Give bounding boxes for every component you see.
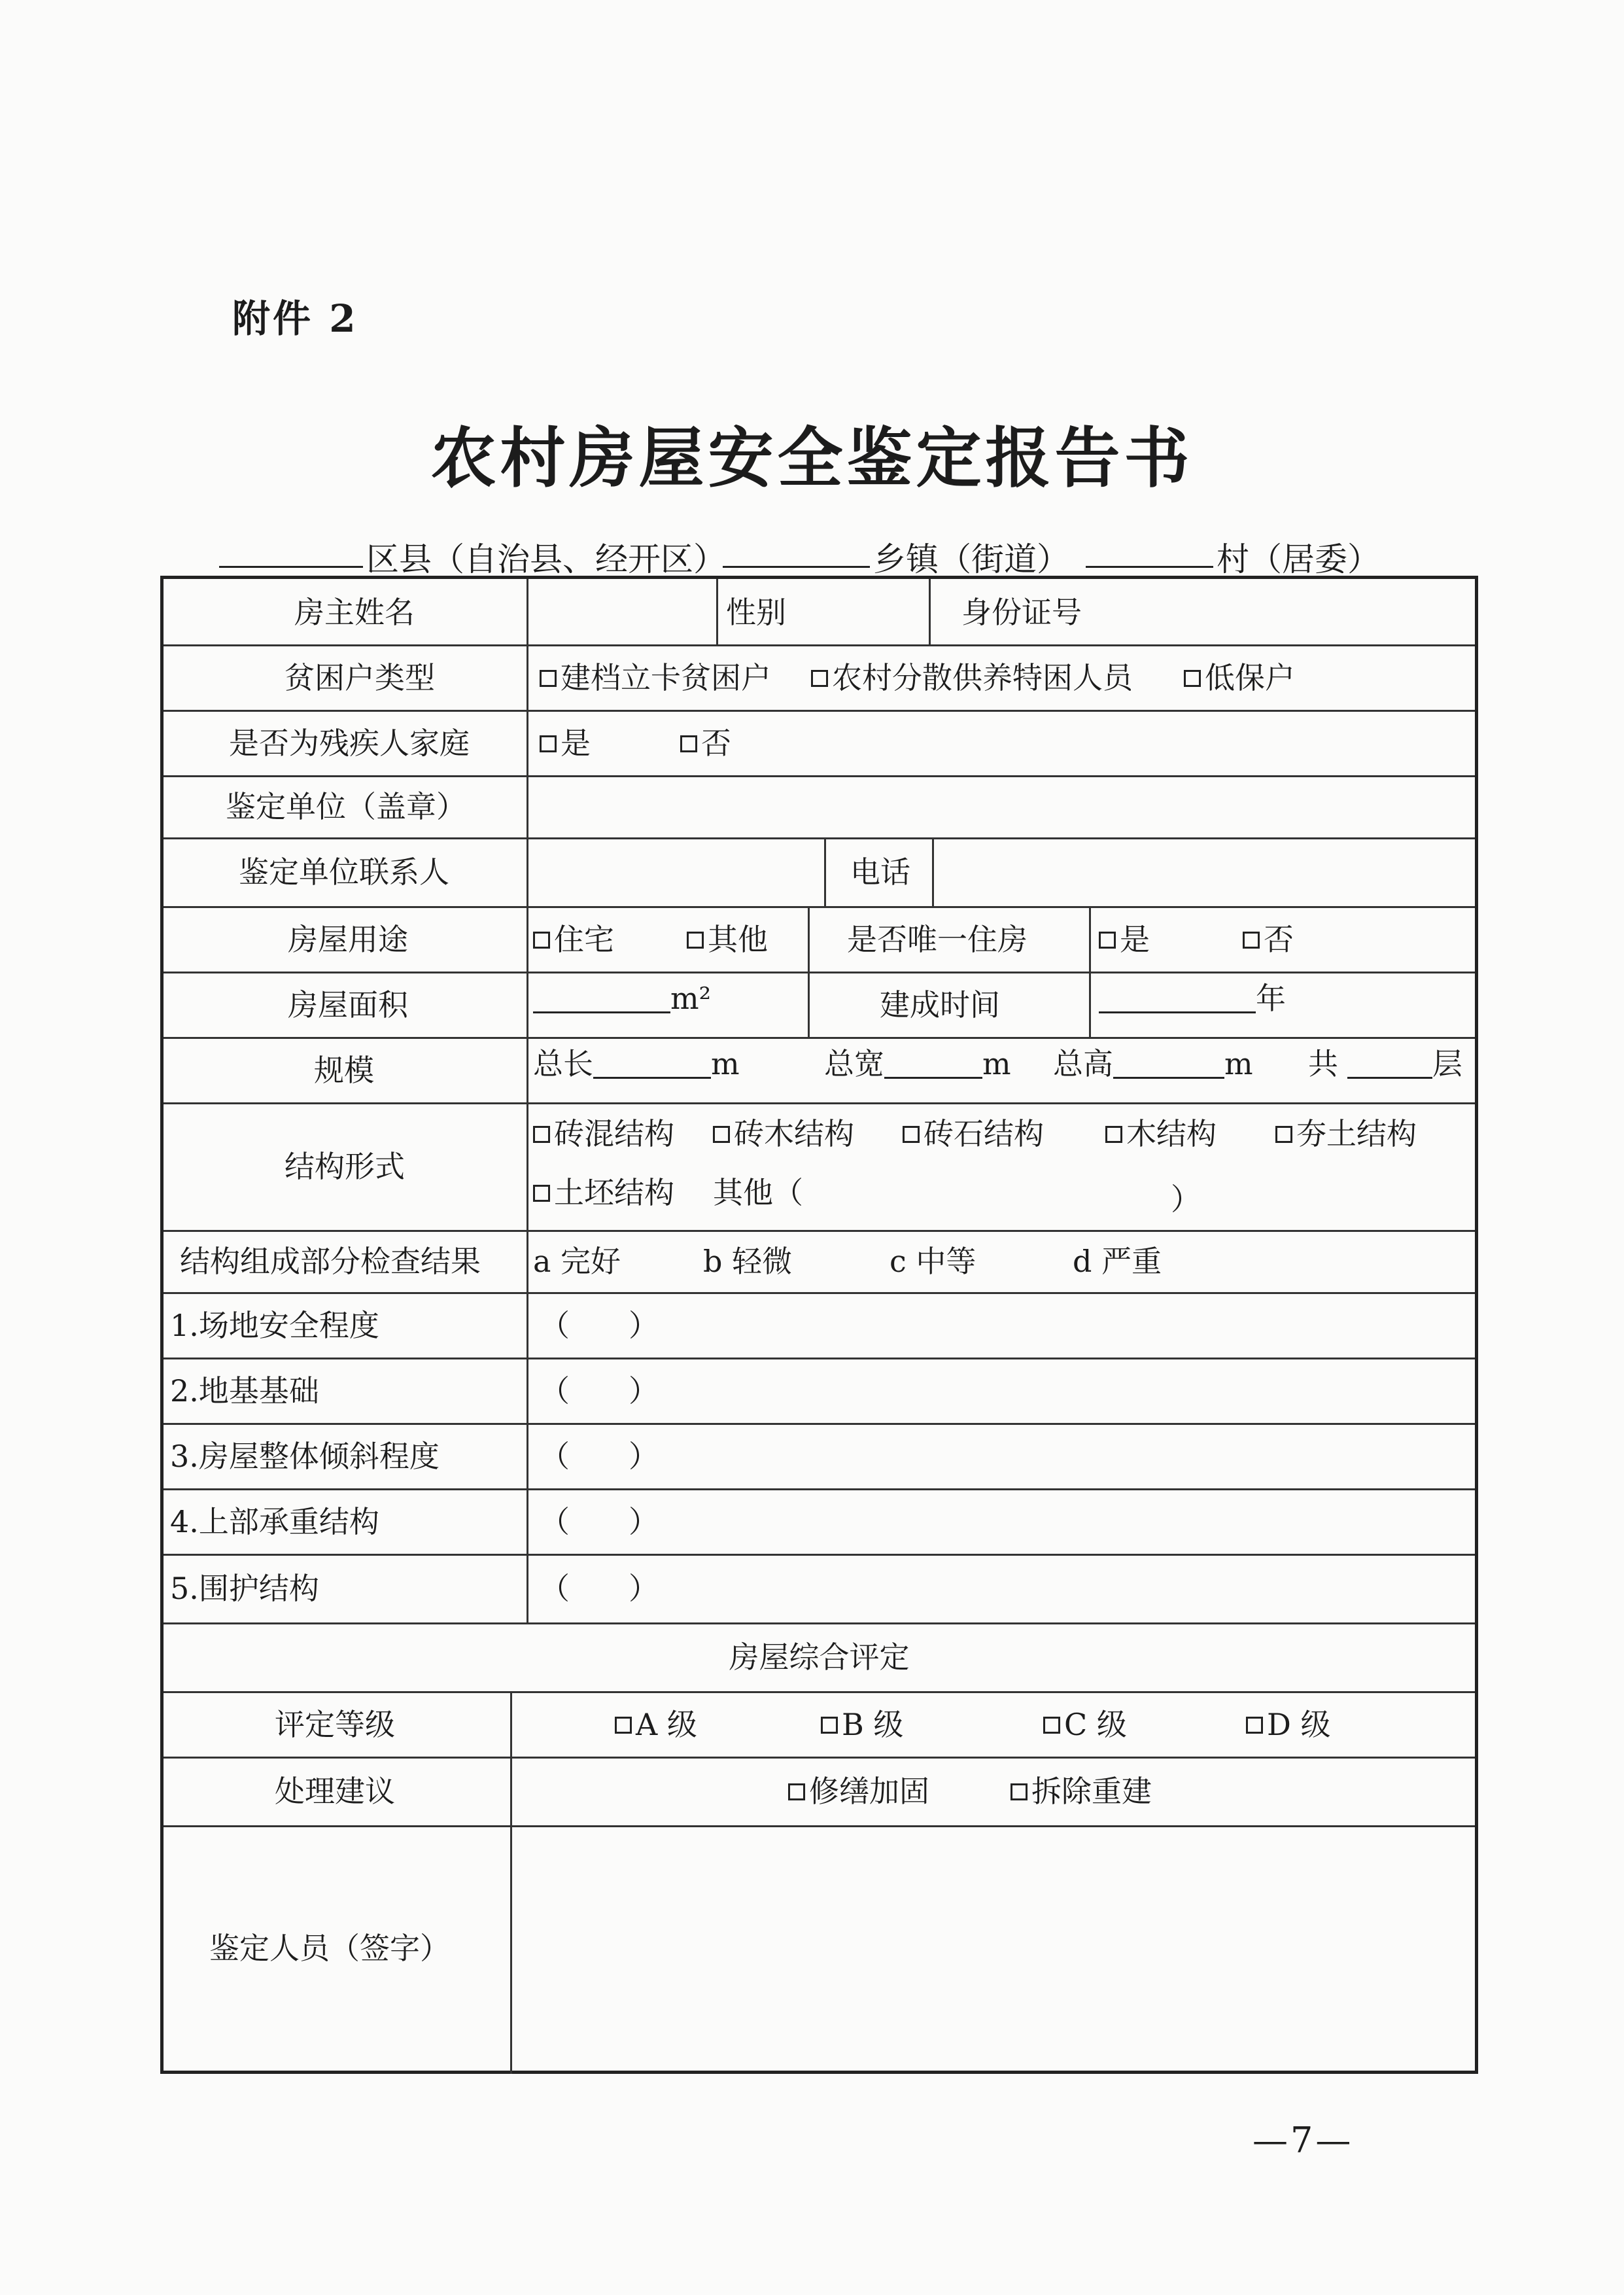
level-d-option[interactable]: D 级	[1246, 1709, 1331, 1740]
structure-other-close: ）	[1171, 1182, 1201, 1217]
disabled-yes-option[interactable]: 是	[540, 728, 591, 758]
grade-c: c 中等	[890, 1244, 976, 1279]
inspection-item-load-bearing: 4.上部承重结构	[170, 1504, 379, 1539]
level-c-option[interactable]: C 级	[1043, 1709, 1127, 1740]
inspection-item-tilt: 3.房屋整体倾斜程度	[170, 1439, 440, 1474]
unit-contact-label: 鉴定单位联系人	[239, 854, 449, 890]
appraisal-unit-label: 鉴定单位（盖章）	[226, 789, 466, 824]
checkbox-icon[interactable]	[1011, 1783, 1028, 1800]
checkbox-icon[interactable]	[1105, 1126, 1122, 1143]
phone-field[interactable]	[939, 844, 1468, 900]
structure-other-field[interactable]	[811, 1171, 1164, 1210]
phone-label: 电话	[850, 854, 910, 890]
level-b-option[interactable]: B 级	[821, 1709, 903, 1740]
appraisal-unit-field[interactable]	[533, 779, 1468, 834]
village-blank[interactable]	[1086, 533, 1213, 568]
rating-level-label: 评定等级	[275, 1707, 395, 1742]
checkbox-icon[interactable]	[533, 1185, 550, 1202]
only-house-label: 是否唯一住房	[847, 922, 1028, 957]
total-height-field[interactable]: 总高 m	[1053, 1046, 1253, 1081]
appraisal-form-table	[160, 576, 1478, 2074]
appraisers-signature-field[interactable]	[520, 1832, 1472, 2067]
poverty-option-minimum[interactable]: 低保户	[1184, 663, 1295, 693]
level-a-option[interactable]: A 级	[615, 1709, 697, 1740]
checkbox-icon[interactable]	[788, 1783, 805, 1800]
town-label: 乡镇（街道）	[873, 540, 1069, 578]
structure-adobe[interactable]: 土坯结构	[533, 1178, 674, 1208]
house-area-label: 房屋面积	[288, 987, 408, 1023]
inspection-item-foundation: 2.地基基础	[170, 1373, 319, 1409]
house-use-label: 房屋用途	[288, 922, 408, 957]
structure-wood[interactable]: 木结构	[1105, 1119, 1217, 1149]
structure-other-open: 其他（	[713, 1175, 803, 1210]
scale-label: 规模	[314, 1053, 374, 1088]
checkbox-icon[interactable]	[680, 735, 697, 752]
county-blank[interactable]	[219, 533, 363, 568]
inspection-item-enclosure: 5.围护结构	[170, 1571, 319, 1606]
owner-name-label: 房主姓名	[294, 595, 415, 630]
county-label: 区县（自治县、经开区）	[366, 540, 726, 578]
village-label: 村（居委）	[1217, 540, 1380, 578]
handling-demolish-option[interactable]: 拆除重建	[1011, 1776, 1152, 1806]
structure-brick-concrete[interactable]: 砖混结构	[533, 1119, 674, 1149]
checkbox-icon[interactable]	[615, 1717, 632, 1734]
tilt-grade-field[interactable]: （ ）	[540, 1439, 659, 1474]
checkbox-icon[interactable]	[1243, 932, 1260, 949]
checkbox-icon[interactable]	[533, 1126, 550, 1143]
use-residence-option[interactable]: 住宅	[533, 924, 614, 955]
structure-brick-stone[interactable]: 砖石结构	[903, 1119, 1044, 1149]
checkbox-icon[interactable]	[811, 670, 828, 687]
build-time-field[interactable]: 年	[1099, 983, 1286, 1013]
checkbox-icon[interactable]	[540, 735, 557, 752]
town-blank[interactable]	[723, 533, 870, 568]
id-number-label: 身份证号	[961, 595, 1082, 630]
only-house-no-option[interactable]: 否	[1243, 924, 1294, 955]
checkbox-icon[interactable]	[713, 1126, 730, 1143]
appraisers-signature-label: 鉴定人员（签字）	[209, 1931, 450, 1966]
disabled-family-label: 是否为残疾人家庭	[229, 726, 470, 761]
inspection-item-site: 1.场地安全程度	[170, 1308, 379, 1343]
inspection-result-label: 结构组成部分检查结果	[180, 1244, 481, 1279]
unit-contact-field[interactable]	[533, 844, 818, 900]
only-house-yes-option[interactable]: 是	[1099, 924, 1150, 955]
poverty-option-registered[interactable]: 建档立卡贫困户	[540, 663, 771, 693]
handling-label: 处理建议	[275, 1774, 395, 1809]
house-area-field[interactable]: m²	[533, 983, 711, 1013]
build-time-label: 建成时间	[880, 987, 1000, 1023]
foundation-grade-field[interactable]: （ ）	[540, 1373, 659, 1409]
document-title: 农村房屋安全鉴定报告书	[430, 419, 1194, 497]
disabled-no-option[interactable]: 否	[680, 728, 731, 758]
checkbox-icon[interactable]	[1099, 932, 1116, 949]
checkbox-icon[interactable]	[687, 932, 704, 949]
checkbox-icon[interactable]	[903, 1126, 920, 1143]
structure-brick-wood[interactable]: 砖木结构	[713, 1119, 854, 1149]
grade-d: d 严重	[1073, 1244, 1162, 1279]
total-floors-field[interactable]: 共 层	[1308, 1046, 1462, 1081]
structure-rammed-earth[interactable]: 夯土结构	[1275, 1119, 1417, 1149]
poverty-type-label: 贫困户类型	[285, 660, 435, 695]
gender-label: 性别	[726, 595, 786, 630]
grade-b: b 轻微	[703, 1244, 793, 1279]
handling-repair-option[interactable]: 修缮加固	[788, 1776, 929, 1806]
grade-a: a 完好	[533, 1244, 621, 1279]
overall-evaluation-heading: 房屋综合评定	[729, 1639, 910, 1675]
structure-form-label: 结构形式	[285, 1149, 405, 1184]
total-length-field[interactable]: 总长 m	[533, 1046, 740, 1081]
site-grade-field[interactable]: （ ）	[540, 1308, 659, 1343]
poverty-option-dispersed[interactable]: 农村分散供养特困人员	[811, 663, 1133, 693]
checkbox-icon[interactable]	[540, 670, 557, 687]
total-width-field[interactable]: 总宽 m	[824, 1046, 1011, 1081]
gender-field[interactable]	[811, 586, 922, 638]
load-bearing-grade-field[interactable]: （ ）	[540, 1504, 659, 1539]
checkbox-icon[interactable]	[533, 932, 550, 949]
use-other-option[interactable]: 其他	[687, 924, 768, 955]
id-number-field[interactable]	[1092, 586, 1472, 638]
owner-name-field[interactable]	[533, 586, 713, 638]
checkbox-icon[interactable]	[1275, 1126, 1292, 1143]
checkbox-icon[interactable]	[1246, 1717, 1263, 1734]
annex-label: 附件 2	[232, 296, 358, 341]
checkbox-icon[interactable]	[1184, 670, 1201, 687]
enclosure-grade-field[interactable]: （ ）	[540, 1571, 659, 1606]
checkbox-icon[interactable]	[821, 1717, 838, 1734]
checkbox-icon[interactable]	[1043, 1717, 1060, 1734]
page-number: —7—	[1253, 2120, 1354, 2161]
